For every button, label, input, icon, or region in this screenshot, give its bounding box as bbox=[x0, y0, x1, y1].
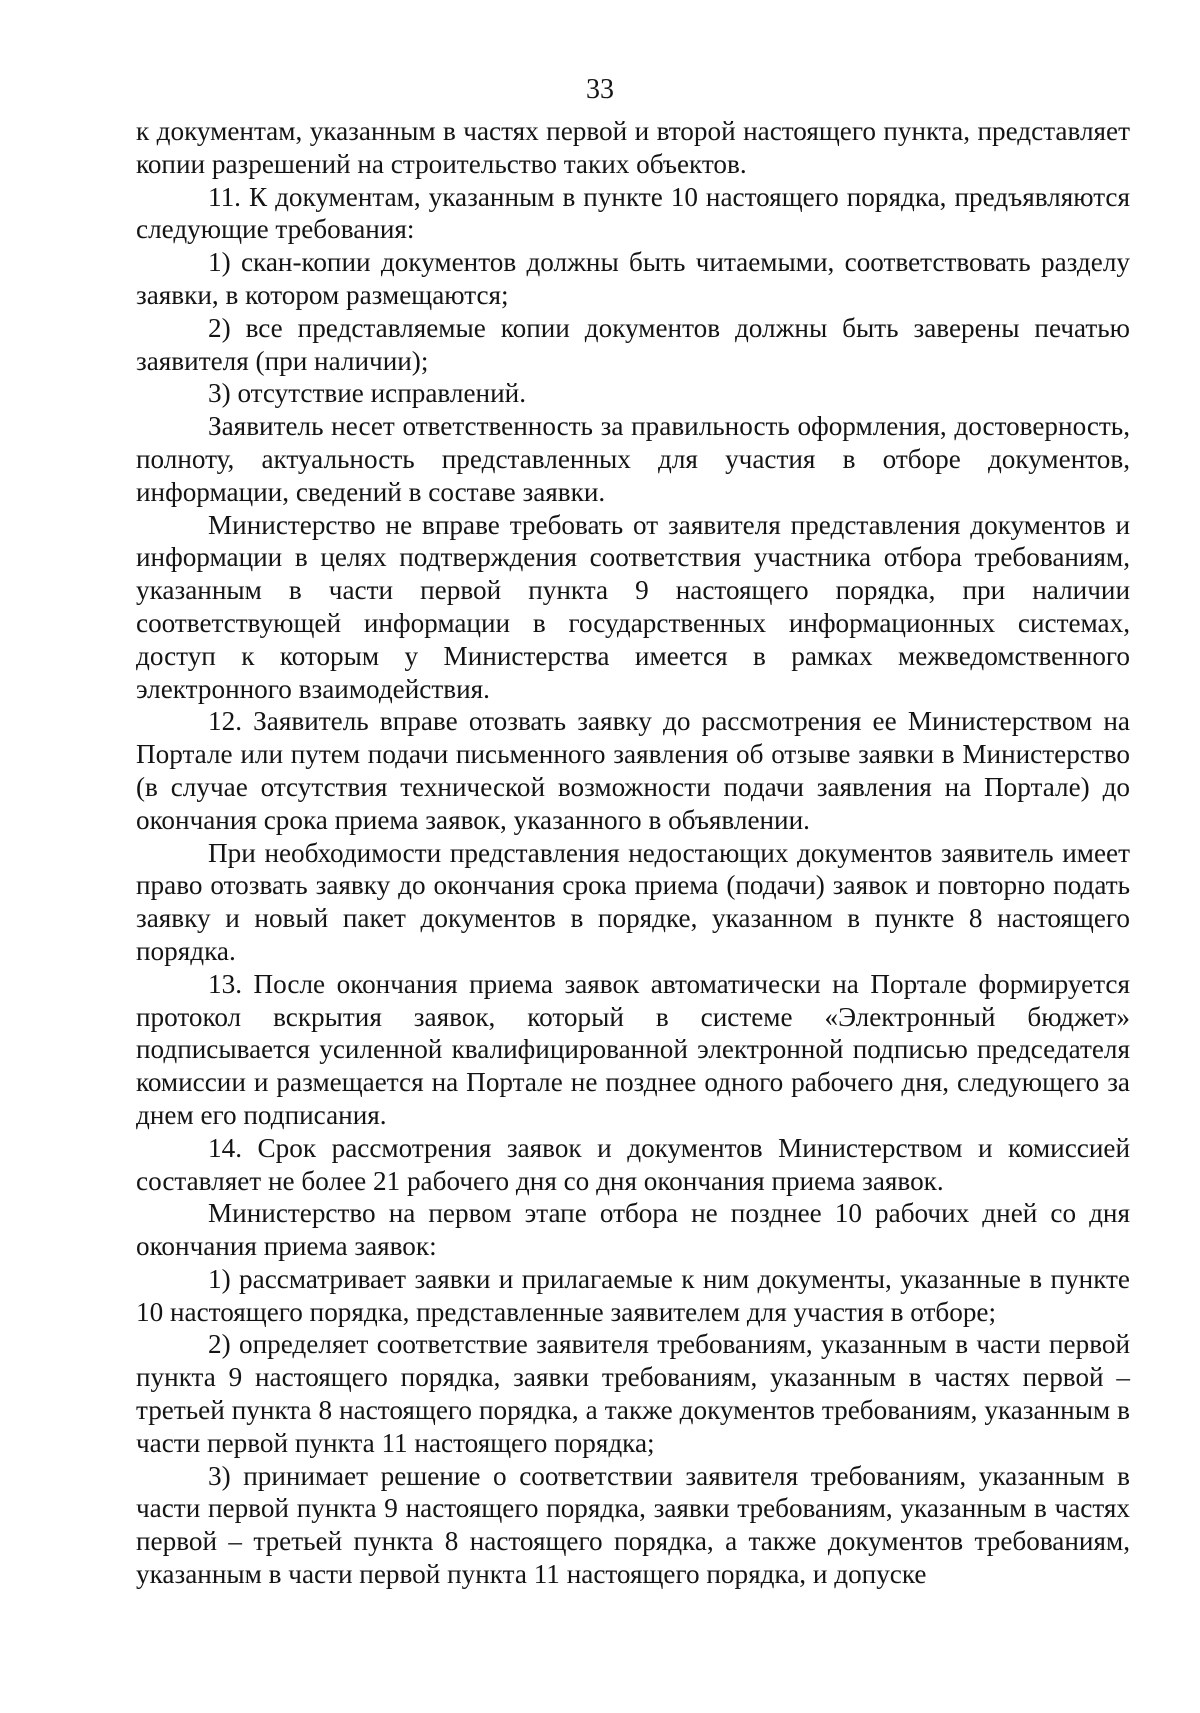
paragraph: Министерство не вправе требовать от заявителя представления документов и информации в целях подтверждения соответствия участника отбора требованиям, указанным в части первой пункта 9 настоящего порядка, при наличии соответствующей информации в государственных информационных системах, доступ к которым у Министерства имеется в рамках межведомственного электронного взаимодействия. bbox=[136, 509, 1130, 704]
paragraph: 11. К документам, указанным в пункте 10 настоящего порядка, предъявляются следующие требования: bbox=[136, 181, 1130, 245]
paragraph: 3) отсутствие исправлений. bbox=[208, 378, 526, 409]
document-body bbox=[136, 115, 1130, 1591]
paragraph: 1) рассматривает заявки и прилагаемые к ним документы, указанные в пункте 10 настоящего порядка, представленные заявителем для участия в отборе; bbox=[136, 1263, 1130, 1327]
page-number: 33 bbox=[586, 74, 614, 105]
paragraph: 13. После окончания приема заявок автоматически на Портале формируется протокол вскрытия заявок, который в системе «Электронный бюджет» подписывается усиленной квалифицированной электронной подписью председателя комиссии и размещается на Портале не позднее одного рабочего дня, следующего за днем его подписания. bbox=[136, 968, 1130, 1130]
paragraph: 3) принимает решение о соответствии заявителя требованиям, указанным в части первой пункта 9 настоящего порядка, заявки требованиям, указанным в частях первой – третьей пункта 8 настоящего порядка, а также документов требованиям, указанным в части первой пункта 11 настоящего порядка, и допуске bbox=[136, 1460, 1130, 1590]
paragraph: Заявитель несет ответственность за правильность оформления, достоверность, полноту, актуальность представленных для участия в отборе документов, информации, сведений в составе заявки. bbox=[136, 411, 1130, 507]
paragraph: к документам, указанным в частях первой и второй настоящего пункта, представляет копии разрешений на строительство таких объектов. bbox=[136, 116, 1130, 179]
paragraph: 2) определяет соответствие заявителя требованиям, указанным в части первой пункта 9 настоящего порядка, заявки требованиям, указанным в частях первой – третьей пункта 8 настоящего порядка, а также документов требованиям, указанным в части первой пункта 11 настоящего порядка; bbox=[136, 1329, 1130, 1458]
paragraph: 14. Срок рассмотрения заявок и документов Министерством и комиссией составляет не более 21 рабочего дня со дня окончания приема заявок. bbox=[136, 1132, 1130, 1196]
paragraph: 12. Заявитель вправе отозвать заявку до рассмотрения ее Министерством на Портале или путем подачи письменного заявления об отзыве заявки в Министерство (в случае отсутствия технической возможности подачи заявления на Портале) до окончания срока приема заявок, указанного в объявлении. bbox=[136, 706, 1130, 835]
paragraph: 1) скан-копии документов должны быть читаемыми, соответствовать разделу заявки, в котором размещаются; bbox=[136, 247, 1130, 310]
paragraph: Министерство на первом этапе отбора не позднее 10 рабочих дней со дня окончания приема заявок: bbox=[136, 1198, 1130, 1262]
paragraph: При необходимости представления недостающих документов заявитель имеет право отозвать заявку до окончания срока приема (подачи) заявок и повторно подать заявку и новый пакет документов в порядке, указанном в пункте 8 настоящего порядка. bbox=[136, 837, 1130, 966]
paragraph: 2) все представляемые копии документов должны быть заверены печатью заявителя (при наличии); bbox=[136, 312, 1130, 376]
